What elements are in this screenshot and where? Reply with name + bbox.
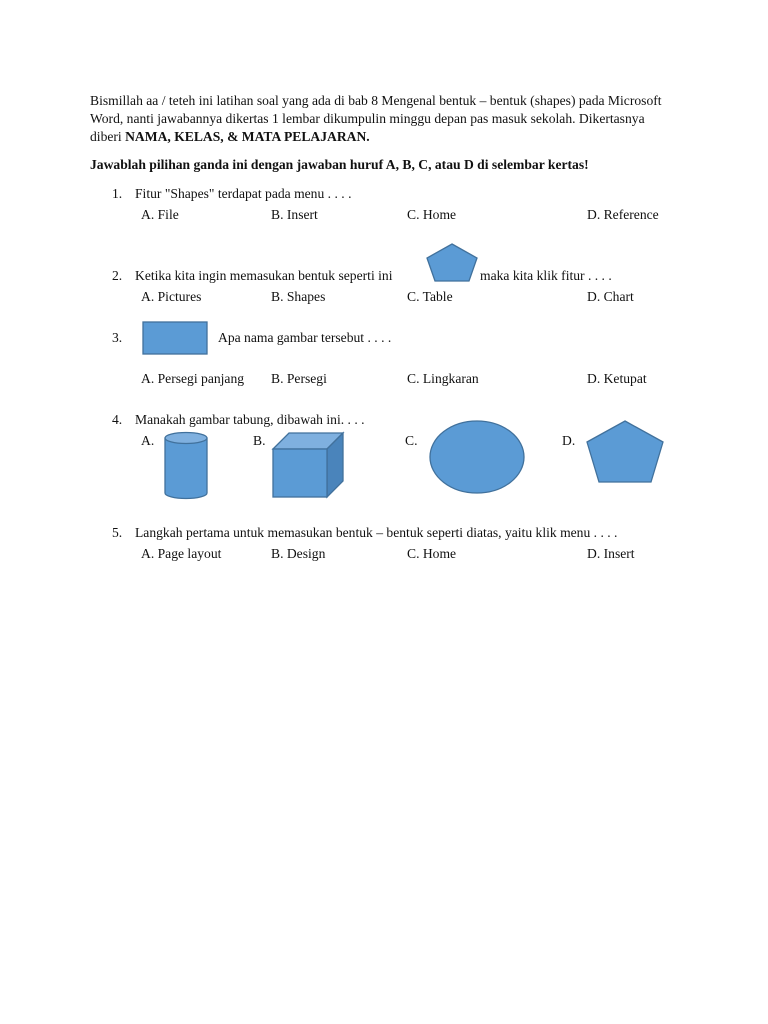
option-d: D. Insert: [587, 546, 635, 561]
question-number: 5.: [112, 525, 123, 540]
option-a: A. Pictures: [141, 289, 202, 304]
cylinder-icon: [163, 431, 209, 501]
option-a: A. Page layout: [141, 546, 222, 561]
question-text: Manakah gambar tabung, dibawah ini. . . .: [135, 412, 365, 427]
option-b: B. Insert: [271, 207, 318, 222]
question-number: 4.: [112, 412, 123, 427]
option-c: C. Home: [407, 207, 457, 222]
cube-icon: [272, 432, 344, 498]
intro-line-3-prefix: diberi: [90, 129, 126, 144]
instruction: Jawablah pilihan ganda ini dengan jawaban huruf A, B, C, atau D di selembar kertas!: [90, 157, 589, 172]
intro-line-1: Bismillah aa / teteh ini latihan soal yang ada di bab 8 Mengenal bentuk – bentuk (shapes) pada Microsoft: [90, 93, 662, 108]
intro-required-fields: NAMA, KELAS, & MATA PELAJARAN.: [125, 129, 370, 144]
option-a: A. File: [141, 207, 179, 222]
intro-line-2: Word, nanti jawabannya dikertas 1 lembar dikumpulin minggu depan pas masuk sekolah. Dikertasnya: [90, 111, 645, 126]
option-c: C. Table: [407, 289, 453, 304]
question-text: Apa nama gambar tersebut . . . .: [218, 330, 392, 345]
question-number: 3.: [112, 330, 123, 345]
intro-line-3: [90, 128, 370, 146]
question-text: Langkah pertama untuk memasukan bentuk – bentuk seperti diatas, yaitu klik menu . . . .: [135, 525, 618, 540]
option-c-letter: C.: [405, 433, 418, 448]
pentagon-icon: [586, 420, 664, 483]
option-b: B. Design: [271, 546, 326, 561]
pentagon-icon: [426, 243, 478, 283]
option-c: C. Home: [407, 546, 457, 561]
option-d: D. Ketupat: [587, 371, 647, 386]
option-b: B. Persegi: [271, 371, 327, 386]
option-d-letter: D.: [562, 433, 576, 448]
question-number: 2.: [112, 268, 123, 283]
question-number: 1.: [112, 186, 123, 201]
option-c: C. Lingkaran: [407, 371, 479, 386]
option-b: B. Shapes: [271, 289, 326, 304]
option-d: D. Chart: [587, 289, 634, 304]
option-b-letter: B.: [253, 433, 266, 448]
question-text-before: Ketika kita ingin memasukan bentuk seperti ini: [135, 268, 393, 283]
rectangle-icon: [142, 321, 208, 355]
option-d: D. Reference: [587, 207, 659, 222]
ellipse-icon: [429, 420, 525, 494]
option-a: A. Persegi panjang: [141, 371, 245, 386]
question-text: Fitur "Shapes" terdapat pada menu . . . .: [135, 186, 352, 201]
question-text-after: maka kita klik fitur . . . .: [480, 268, 612, 283]
option-a-letter: A.: [141, 433, 155, 448]
